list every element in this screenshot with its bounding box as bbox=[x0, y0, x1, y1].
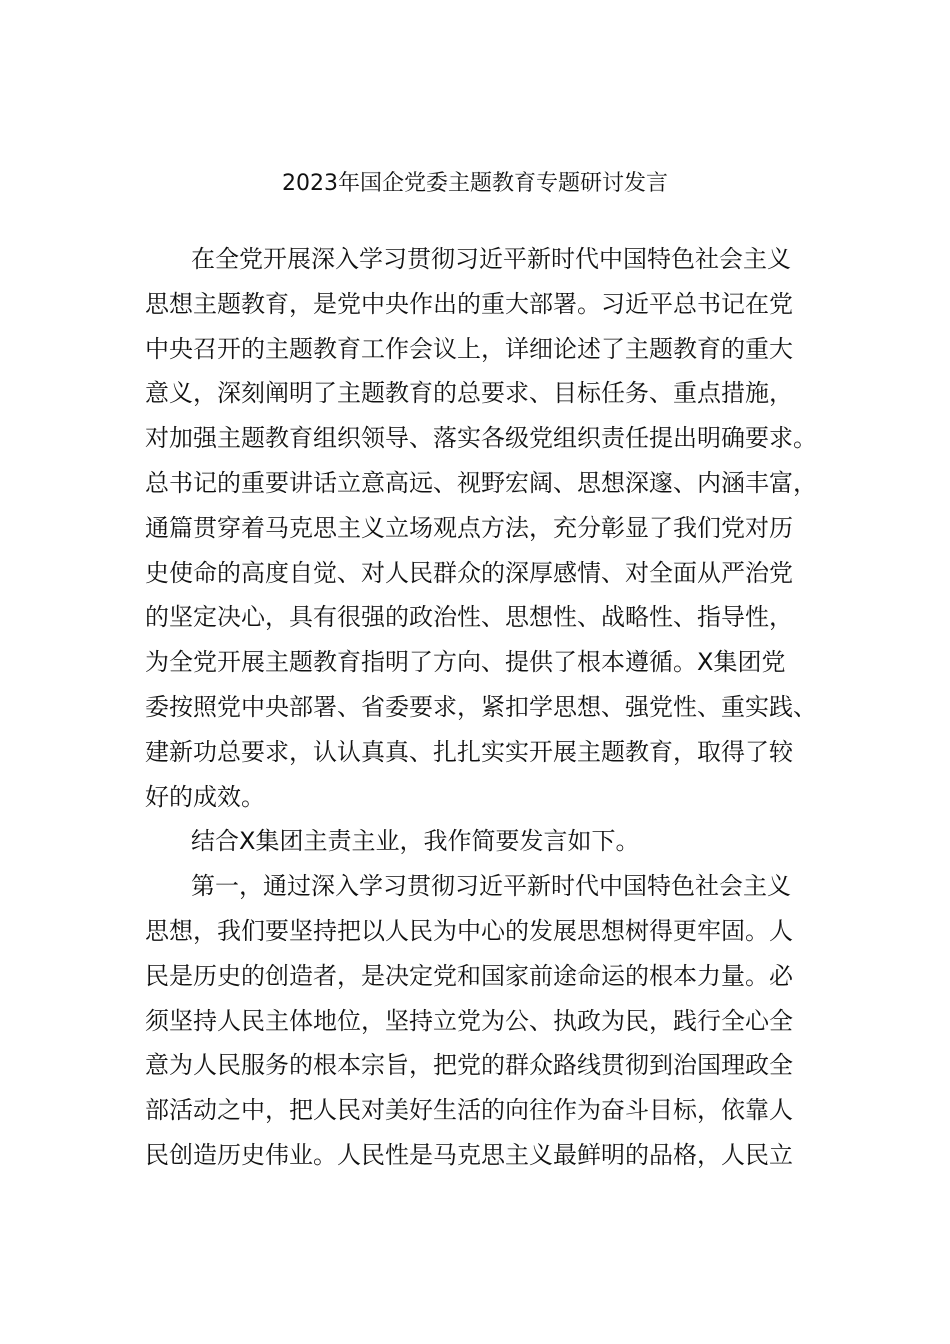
text-line: 须坚持人民主体地位，坚持立党为公、执政为民，践行全心全 bbox=[145, 1006, 793, 1035]
text-line: 总书记的重要讲话立意高远、视野宏阔、思想深邃、内涵丰富， bbox=[145, 468, 817, 497]
text-line: 思想主题教育，是党中央作出的重大部署。习近平总书记在党 bbox=[145, 289, 793, 318]
text-line: 结合X集团主责主业，我作简要发言如下。 bbox=[191, 827, 640, 856]
text-line: 部活动之中，把人民对美好生活的向往作为奋斗目标，依靠人 bbox=[145, 1096, 793, 1125]
text-line: 对加强主题教育组织领导、落实各级党组织责任提出明确要求。 bbox=[145, 424, 817, 453]
text-line: 建新功总要求，认认真真、扎扎实实开展主题教育，取得了较 bbox=[145, 737, 793, 766]
text-line: 意义，深刻阐明了主题教育的总要求、目标任务、重点措施， bbox=[145, 379, 793, 408]
text-line: 第一，通过深入学习贯彻习近平新时代中国特色社会主义 bbox=[191, 872, 791, 901]
text-line: 民是历史的创造者，是决定党和国家前途命运的根本力量。必 bbox=[145, 961, 793, 990]
text-line: 意为人民服务的根本宗旨，把党的群众路线贯彻到治国理政全 bbox=[145, 1051, 793, 1080]
text-line: 的坚定决心，具有很强的政治性、思想性、战略性、指导性， bbox=[145, 603, 793, 632]
text-line: 好的成效。 bbox=[145, 782, 265, 811]
text-line: 思想，我们要坚持把以人民为中心的发展思想树得更牢固。人 bbox=[145, 916, 793, 945]
text-line: 通篇贯穿着马克思主义立场观点方法，充分彰显了我们党对历 bbox=[145, 513, 793, 542]
text-line: 为全党开展主题教育指明了方向、提供了根本遵循。X集团党 bbox=[145, 648, 786, 677]
text-line: 中央召开的主题教育工作会议上，详细论述了主题教育的重大 bbox=[145, 334, 793, 363]
text-line: 史使命的高度自觉、对人民群众的深厚感情、对全面从严治党 bbox=[145, 558, 793, 587]
document-body bbox=[145, 237, 825, 1178]
text-line: 在全党开展深入学习贯彻习近平新时代中国特色社会主义 bbox=[191, 245, 791, 273]
document-title: 2023年国企党委主题教育专题研讨发言 bbox=[282, 171, 668, 196]
text-line: 民创造历史伟业。人民性是马克思主义最鲜明的品格，人民立 bbox=[145, 1140, 793, 1169]
text-line: 委按照党中央部署、省委要求，紧扣学思想、强党性、重实践、 bbox=[145, 692, 817, 721]
